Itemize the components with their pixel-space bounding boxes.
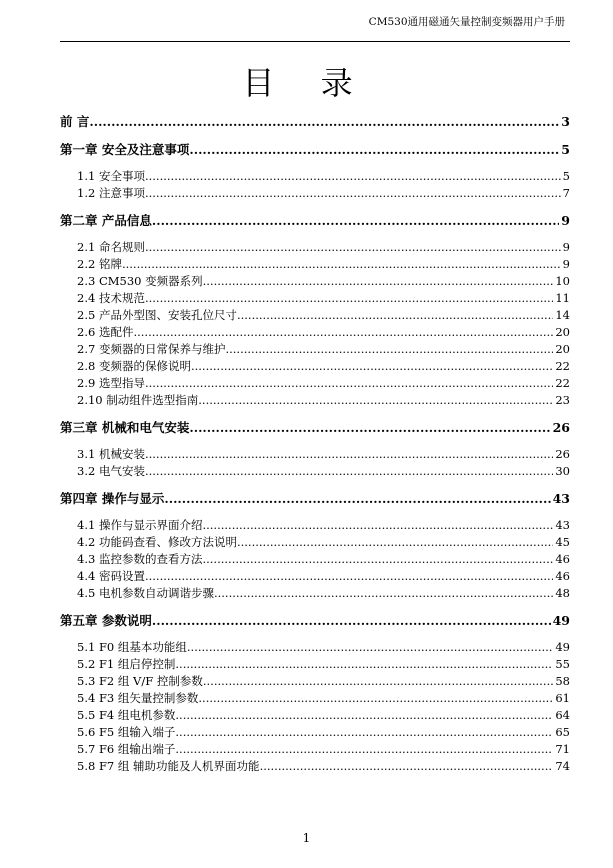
toc-spacer xyxy=(60,437,570,446)
toc-spacer xyxy=(60,480,570,490)
toc-section-entry[interactable] xyxy=(60,273,570,290)
toc-entry-label: 3.2 电气安装 xyxy=(77,464,145,478)
dot-leader xyxy=(145,290,553,307)
toc-section-entry[interactable] xyxy=(60,290,570,307)
toc-entry-page: 11 xyxy=(555,291,570,305)
toc-entry-label: 4.1 操作与显示界面介绍 xyxy=(77,518,203,532)
toc-chapter-entry[interactable] xyxy=(60,212,570,230)
toc-entry-page: 22 xyxy=(555,376,570,390)
toc-entry-page: 5 xyxy=(562,169,570,183)
dot-leader xyxy=(189,419,550,437)
toc-entry-label: 5.1 F0 组基本功能组 xyxy=(77,640,187,654)
dot-leader xyxy=(164,490,550,508)
toc-section-entry[interactable] xyxy=(60,185,570,202)
toc-entry-page: 20 xyxy=(555,342,570,356)
toc-entry-label: 4.2 功能码查看、修改方法说明 xyxy=(77,535,237,549)
header-rule xyxy=(60,41,570,42)
toc-entry-page: 61 xyxy=(555,691,570,705)
toc-entry-page: 10 xyxy=(555,274,570,288)
dot-leader xyxy=(152,612,551,630)
toc-spacer xyxy=(60,409,570,419)
dot-leader xyxy=(175,741,553,758)
toc-entry-label: 1.2 注意事项 xyxy=(77,186,145,200)
dot-leader xyxy=(175,707,553,724)
toc-entry-page: 9 xyxy=(562,240,570,254)
dot-leader xyxy=(145,446,553,463)
toc-section-entry[interactable] xyxy=(60,324,570,341)
toc-section-entry[interactable] xyxy=(60,741,570,758)
toc-entry-page: 30 xyxy=(555,464,570,478)
toc-entry-label: 2.7 变频器的日常保养与维护 xyxy=(77,342,226,356)
toc-section-entry[interactable] xyxy=(60,568,570,585)
toc-entry-page: 49 xyxy=(552,613,570,628)
dot-leader xyxy=(145,239,561,256)
toc-entry-label: 2.2 铭牌 xyxy=(77,257,122,271)
dot-leader xyxy=(203,273,554,290)
dot-leader xyxy=(237,534,553,551)
toc-entry-page: 46 xyxy=(555,569,570,583)
dot-leader xyxy=(214,585,553,602)
toc-title: 目 录 xyxy=(242,64,371,102)
dot-leader xyxy=(175,656,553,673)
toc-entry-page: 9 xyxy=(561,213,570,228)
toc-entry-label: 2.3 CM530 变频器系列 xyxy=(77,274,203,288)
toc-entry-page: 26 xyxy=(555,447,570,461)
toc-entry-label: 3.1 机械安装 xyxy=(77,447,145,461)
toc-entry-label: 2.1 命名规则 xyxy=(77,240,145,254)
toc-section-entry[interactable] xyxy=(60,534,570,551)
toc-section-entry[interactable] xyxy=(60,639,570,656)
toc-entry-label: 5.4 F3 组矢量控制参数 xyxy=(77,691,199,705)
toc-spacer xyxy=(60,630,570,639)
toc-entry-page: 26 xyxy=(552,420,570,435)
toc-section-entry[interactable] xyxy=(60,758,570,775)
toc-section-entry[interactable] xyxy=(60,463,570,480)
toc-entry-label: 5.3 F2 组 V/F 控制参数 xyxy=(77,674,203,688)
toc-entry-label: 1.1 安全事项 xyxy=(77,169,145,183)
dot-leader xyxy=(145,375,553,392)
dot-leader xyxy=(198,392,553,409)
dot-leader xyxy=(152,212,559,230)
toc-entry-label: 前 言 xyxy=(60,114,90,129)
toc-section-entry[interactable] xyxy=(60,358,570,375)
toc-entry-page: 7 xyxy=(562,186,570,200)
toc-chapter-entry[interactable] xyxy=(60,612,570,630)
dot-leader xyxy=(225,341,553,358)
toc-entry-page: 49 xyxy=(555,640,570,654)
toc-entry-label: 2.4 技术规范 xyxy=(77,291,145,305)
toc-entry-label: 2.9 选型指导 xyxy=(77,376,145,390)
toc-entry-page: 5 xyxy=(561,142,570,157)
toc-entry-label: 5.7 F6 组输出端子 xyxy=(77,742,176,756)
running-header: CM530通用磁通矢量控制变频器用户手册 xyxy=(368,16,565,28)
toc-entry-page: 45 xyxy=(555,535,570,549)
toc-section-entry[interactable] xyxy=(60,517,570,534)
toc-entry-label: 5.5 F4 组电机参数 xyxy=(77,708,176,722)
toc-section-entry[interactable] xyxy=(60,673,570,690)
toc-section-entry[interactable] xyxy=(60,551,570,568)
toc-entry-label: 2.5 产品外型图、安装孔位尺寸 xyxy=(77,308,237,322)
dot-leader xyxy=(133,324,553,341)
toc-entry-page: 55 xyxy=(555,657,570,671)
dot-leader xyxy=(145,463,553,480)
toc-chapter-entry[interactable] xyxy=(60,113,570,131)
toc-chapter-entry[interactable] xyxy=(60,490,570,508)
dot-leader xyxy=(145,568,553,585)
dot-leader xyxy=(145,185,561,202)
toc-entry-label: 2.10 制动组件选型指南 xyxy=(77,393,199,407)
toc-entry-page: 65 xyxy=(555,725,570,739)
toc-entry-page: 3 xyxy=(561,114,570,129)
toc-section-entry[interactable] xyxy=(60,307,570,324)
toc-entry-label: 第一章 安全及注意事项 xyxy=(60,142,190,157)
toc-section-entry[interactable] xyxy=(60,724,570,741)
toc-entry-page: 46 xyxy=(555,552,570,566)
toc-entry-page: 14 xyxy=(555,308,570,322)
toc-entry-label: 第三章 机械和电气安装 xyxy=(60,420,190,435)
toc-section-entry[interactable] xyxy=(60,375,570,392)
dot-leader xyxy=(187,639,553,656)
toc-entry-label: 第四章 操作与显示 xyxy=(60,491,165,506)
toc-entry-label: 第五章 参数说明 xyxy=(60,613,152,628)
page-number: 1 xyxy=(302,831,311,845)
toc-section-entry[interactable] xyxy=(60,392,570,409)
dot-leader xyxy=(202,551,553,568)
toc-entry-page: 20 xyxy=(555,325,570,339)
toc-entry-page: 74 xyxy=(555,759,570,773)
toc-section-entry[interactable] xyxy=(60,256,570,273)
toc-section-entry[interactable] xyxy=(60,656,570,673)
toc-spacer xyxy=(60,602,570,612)
dot-leader xyxy=(191,358,553,375)
toc-entry-page: 64 xyxy=(555,708,570,722)
table-of-contents xyxy=(60,113,570,775)
dot-leader xyxy=(89,113,559,131)
toc-entry-label: 2.8 变频器的保修说明 xyxy=(77,359,191,373)
toc-section-entry[interactable] xyxy=(60,707,570,724)
toc-entry-page: 43 xyxy=(552,491,570,506)
toc-entry-page: 48 xyxy=(555,586,570,600)
toc-spacer xyxy=(60,508,570,517)
dot-leader xyxy=(145,168,561,185)
toc-spacer xyxy=(60,230,570,239)
toc-spacer xyxy=(60,159,570,168)
toc-entry-page: 43 xyxy=(555,518,570,532)
toc-entry-label: 4.5 电机参数自动调谐步骤 xyxy=(77,586,214,600)
toc-entry-page: 22 xyxy=(555,359,570,373)
toc-entry-label: 第二章 产品信息 xyxy=(60,213,152,228)
toc-entry-label: 5.8 F7 组 辅助功能及人机界面功能 xyxy=(77,759,260,773)
toc-entry-page: 23 xyxy=(555,393,570,407)
dot-leader xyxy=(198,690,553,707)
dot-leader xyxy=(122,256,561,273)
dot-leader xyxy=(202,517,553,534)
toc-section-entry[interactable] xyxy=(60,690,570,707)
toc-entry-label: 4.3 监控参数的查看方法 xyxy=(77,552,203,566)
toc-entry-label: 5.6 F5 组输入端子 xyxy=(77,725,176,739)
toc-spacer xyxy=(60,202,570,212)
toc-section-entry[interactable] xyxy=(60,446,570,463)
dot-leader xyxy=(260,758,554,775)
toc-entry-label: 5.2 F1 组启停控制 xyxy=(77,657,176,671)
toc-entry-page: 9 xyxy=(562,257,570,271)
toc-section-entry[interactable] xyxy=(60,341,570,358)
dot-leader xyxy=(175,724,553,741)
toc-chapter-entry[interactable] xyxy=(60,419,570,437)
dot-leader xyxy=(203,673,553,690)
dot-leader xyxy=(237,307,553,324)
toc-section-entry[interactable] xyxy=(60,585,570,602)
dot-leader xyxy=(189,141,559,159)
toc-section-entry[interactable] xyxy=(60,239,570,256)
toc-entry-page: 58 xyxy=(555,674,570,688)
toc-entry-label: 2.6 选配件 xyxy=(77,325,134,339)
toc-entry-page: 71 xyxy=(555,742,570,756)
toc-entry-label: 4.4 密码设置 xyxy=(77,569,145,583)
toc-chapter-entry[interactable] xyxy=(60,141,570,159)
toc-section-entry[interactable] xyxy=(60,168,570,185)
toc-spacer xyxy=(60,131,570,141)
